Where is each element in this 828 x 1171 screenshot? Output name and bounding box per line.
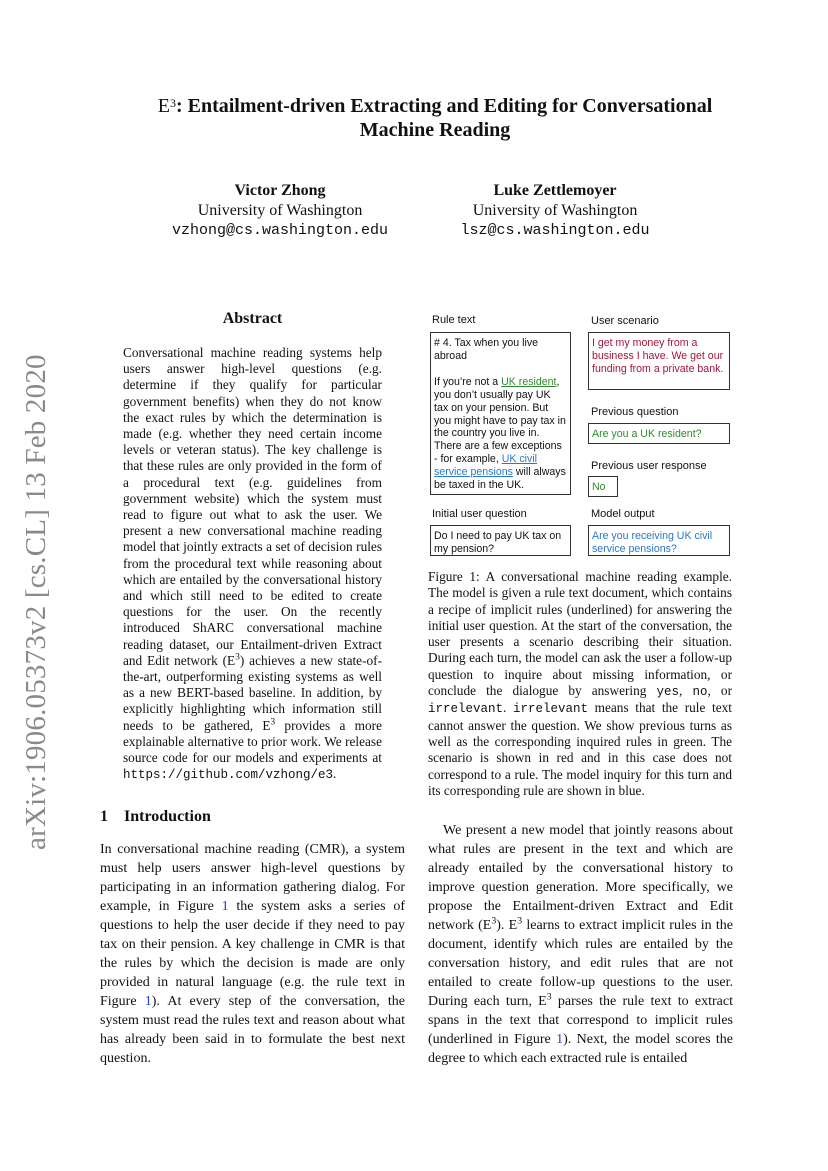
paper-title [90,94,780,142]
body-text-part: ). Next, the model scores the degree to which each extracted rule is entailed [428,1032,734,1066]
abstract-text [123,345,382,783]
body-text-part: We present a new model that jointly reasons about what rules are present in the text and which are already entailed by the conversational history to improve question generation. More specifically, we propose the Entailment-driven Extract and Edit network (E [428,823,733,933]
model-output-box: Are you receiving UK civil service pensions? [588,525,730,556]
rule-text-label: Rule text [432,314,476,326]
previous-response-label: Previous user response [591,460,707,472]
figure-ref-link[interactable]: 1 [556,1032,564,1047]
caption-text-part: . [503,700,513,716]
user-scenario-label: User scenario [591,315,659,327]
caption-code: yes [656,685,680,700]
title-line-1: : Entailment-driven Extracting and Editing for Conversational [175,95,713,117]
previous-question-box: Are you a UK resident? [588,423,730,444]
caption-text-part: means that the rule text cannot answer the question. We show previous turns as well as the corresponding inquired rules in green. The scenario is shown in red and in this case does not correspond to a rule. The model inquiry for this turn and its corresponding rule are shown in blue. [428,700,732,798]
author-name: Victor Zhong [234,182,326,199]
author-affiliation: University of Washington [472,202,638,219]
figure-ref-link[interactable]: 1 [144,994,152,1009]
right-column-paragraph [428,821,733,1068]
previous-question-label: Previous question [591,406,679,418]
body-sup: 3 [491,915,497,927]
abstract-heading: Abstract [222,310,283,327]
initial-question-box: Do I need to pay UK tax on my pension? [430,525,571,556]
rule-text-part: , you don’t usually pay UK tax on your pension. But you might have to pay tax in the country you live in. There are a few exceptions - for example, [434,375,566,466]
title-line-2: Machine Reading [359,119,511,141]
caption-code: irrelevant [428,702,504,717]
intro-text-part: In conversational machine reading (CMR), a system must help users answer high-level questions by participating in an information gathering dialog. For example, in Figure [100,842,405,914]
abstract-sup: 3 [235,652,240,663]
figure-caption [428,569,732,799]
rule-text-part: If you’re not a [434,375,502,388]
title-prefix: E [157,95,170,117]
abstract-sup: 3 [270,717,276,728]
author-email: vzhong@cs.washington.edu [171,222,389,239]
figure-ref-link[interactable]: 1 [221,899,229,914]
body-text-part: parses the rule text to extract spans in the text that correspond to implicit rules (underlined in Figure [428,994,733,1047]
previous-response-box: No [588,476,618,497]
rule-link-civil-service: UK civil service pensions [434,453,538,479]
author-block-2 [425,181,685,241]
body-text-part: learns to extract implicit rules in the document, identify which rules are entailed by the conversation history, and edit rules that are not entailed to create follow-up questions to the user. During each turn, E [428,918,733,1009]
abstract-text-part: provides a more explainable alternative to prior work. We release source code for our models and experiments at [123,717,382,766]
abstract-text-part: ) achieves a new state-of-the-art, outperforming existing systems as well as a new BERT-based baseline. In addition, by explicitly highlighting which information still needs to be gathered, E [123,652,382,733]
title-prefix-sup: 3 [169,96,176,110]
intro-paragraph [100,840,405,1068]
abstract-text-part: . [333,766,337,782]
caption-code: no [692,685,708,700]
rule-text-part: will always be taxed in the UK. [434,466,566,492]
model-output-label: Model output [591,508,655,520]
caption-text-part: , or [707,683,732,699]
caption-text-part: Figure 1: A conversational machine reading example. The model is given a rule text document, which contains a recipe of implicit rules (underlined) for answering the initial user question. At the start of the conversation, the user presents a scenario describing their situation. During each turn, the model can ask the user a follow-up question to inquire about missing information, or conclude the dialogue by answering [428,569,732,699]
caption-code: irrelevant [512,702,588,717]
paragraph [428,821,733,1068]
body-text-part: ). E [496,918,518,933]
section-title: Introduction [124,808,211,825]
intro-text-part: ). At every step of the conversation, the system must read the rules text and reason about what has already been said in to formulate the best next question. [100,994,405,1066]
rule-heading: # 4. Tax when you live abroad [434,337,539,362]
caption-text-part: , [679,683,693,699]
user-scenario-box: I get my money from a business I have. We get our funding from a private bank. [588,332,730,390]
initial-question-label: Initial user question [432,508,527,520]
github-link[interactable]: https://github.com/vzhong/e3 [123,768,334,783]
abstract-text-part: Conversational machine reading systems help users answer high-level questions (e.g. determine if they qualify for particular government benefits) when they do not know the exact rules by which the determination is made (e.g. whether they need certain income levels or veteran status). The key challenge is that these rules are only provided in the form of a procedural text (e.g. guidelines from government website) which the system must read to figure out what to ask the user. We present a new conversational machine reading model that jointly extracts a set of decision rules from the procedural text while reasoning about which are entailed by the conversational history and which still need to be edited to create questions for the user. On the recently introduced ShARC conversational machine reading dataset, our Entailment-driven Extract and Edit network (E [123,345,382,668]
intro-text-part: the system asks a series of questions to help the user decide if they need to pay tax on their pension. A key challenge in CMR is that the rules by which the decision is made are only provided in natural language (e.g. the rule text in Figure [100,899,405,1009]
rule-text-box [430,332,571,495]
section-number: 1 [100,808,108,825]
author-name: Luke Zettlemoyer [493,182,617,199]
author-affiliation: University of Washington [197,202,363,219]
body-sup: 3 [546,991,552,1003]
section-heading-introduction [100,808,211,826]
body-sup: 3 [517,915,523,927]
arxiv-side-stamp: arXiv:1906.05373v2 [cs.CL] 13 Feb 2020 [20,354,52,850]
author-block-1 [150,181,410,241]
author-email: lsz@cs.washington.edu [460,222,650,239]
rule-body [434,376,567,492]
rule-link-uk-resident: UK resident [501,375,557,388]
